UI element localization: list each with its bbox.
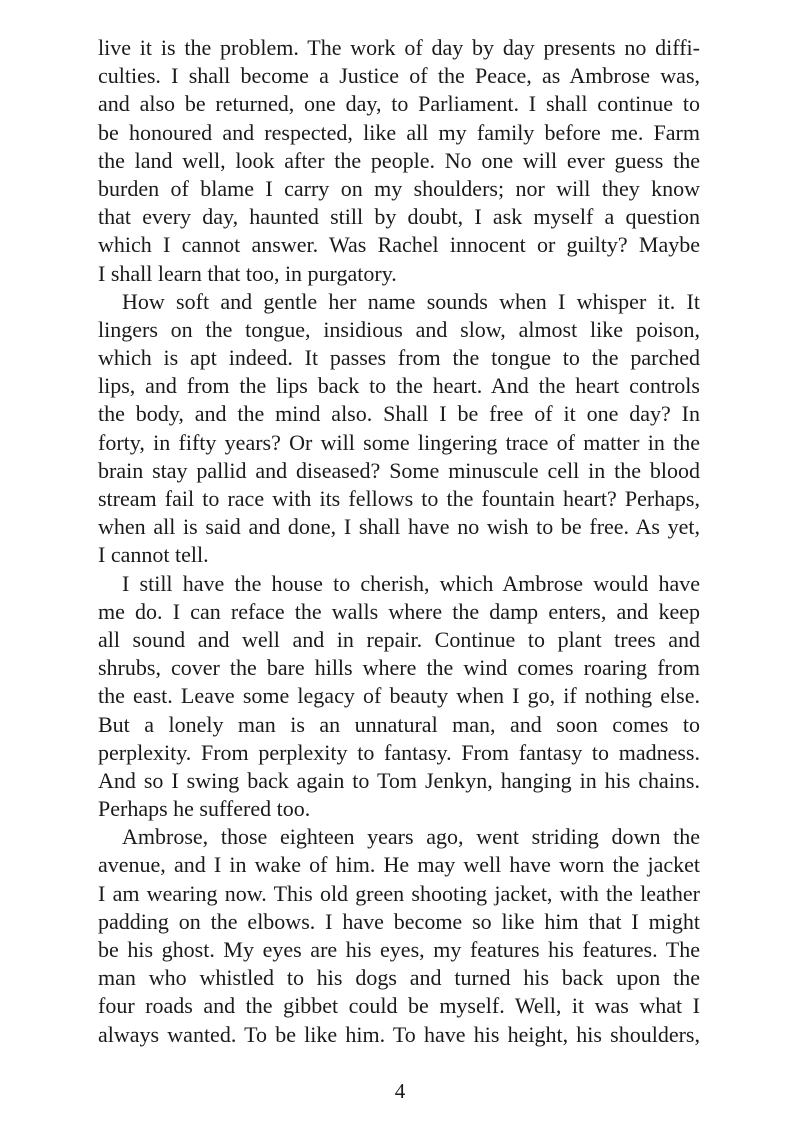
text-line: But a lonely man is an unnatural man, and soon comes to: [98, 711, 700, 737]
text-line: when all is said and done, I shall have no wish to be free. As yet,: [98, 514, 700, 540]
text-line: be his ghost. My eyes are his eyes, my features his features. The: [98, 937, 700, 962]
text-line: Ambrose, those eighteen years ago, went striding down the: [122, 824, 700, 850]
text-line: lips, and from the lips back to the heart. And the heart controls: [98, 373, 700, 399]
text-line: lingers on the tongue, insidious and slow, almost like poison,: [98, 316, 700, 342]
text-line: padding on the elbows. I have become so like him that I might: [98, 908, 700, 934]
text-line: the land well, look after the people. No one will ever guess the: [98, 147, 700, 173]
text-line: shrubs, cover the bare hills where the wind comes roaring from: [98, 655, 700, 681]
text-line: perplexity. From perplexity to fantasy. From fantasy to madness.: [98, 739, 700, 765]
text-line: Perhaps he suffered too.: [98, 796, 311, 822]
text-line: the body, and the mind also. Shall I be free of it one day? In: [98, 401, 700, 427]
text-line: live it is the problem. The work of day by day presents no diffi-: [98, 35, 700, 60]
text-line: I shall learn that too, in purgatory.: [98, 260, 397, 286]
text-line: the east. Leave some legacy of beauty when I go, if nothing else.: [98, 683, 700, 709]
paragraph: [98, 34, 700, 288]
text-line: avenue, and I in wake of him. He may well have worn the jacket: [98, 852, 700, 878]
paragraph: [98, 570, 700, 824]
text-line: burden of blame I carry on my shoulders; nor will they know: [98, 175, 700, 201]
text-line: be honoured and respected, like all my family before me. Farm: [98, 119, 700, 145]
text-line: always wanted. To be like him. To have his height, his shoulders,: [98, 1021, 700, 1047]
text-line: I am wearing now. This old green shooting jacket, with the leather: [98, 880, 700, 906]
text-line: culties. I shall become a Justice of the Peace, as Ambrose was,: [98, 63, 700, 89]
text-line: And so I swing back again to Tom Jenkyn, hanging in his chains.: [98, 767, 700, 793]
paragraph: [98, 823, 700, 1049]
paragraph: [98, 288, 700, 570]
page-body: [98, 34, 700, 1049]
text-line: which is apt indeed. It passes from the tongue to the parched: [98, 345, 700, 371]
text-line: I still have the house to cherish, which Ambrose would have: [122, 570, 700, 596]
text-line: I cannot tell.: [98, 542, 209, 568]
text-line: brain stay pallid and diseased? Some minuscule cell in the blood: [98, 457, 700, 483]
text-line: man who whistled to his dogs and turned his back upon the: [98, 965, 700, 991]
text-line: that every day, haunted still by doubt, I ask myself a question: [98, 204, 700, 230]
page-number: 4: [394, 1079, 406, 1103]
text-line: all sound and well and in repair. Continue to plant trees and: [98, 626, 700, 652]
text-line: stream fail to race with its fellows to the fountain heart? Perhaps,: [98, 486, 700, 511]
text-line: and also be returned, one day, to Parliament. I shall continue to: [98, 91, 700, 117]
text-line: forty, in fifty years? Or will some lingering trace of matter in the: [98, 429, 700, 455]
text-line: How soft and gentle her name sounds when I whisper it. It: [122, 288, 700, 314]
text-line: me do. I can reface the walls where the damp enters, and keep: [98, 598, 700, 624]
text-line: which I cannot answer. Was Rachel innocent or guilty? Maybe: [98, 232, 700, 258]
text-line: four roads and the gibbet could be myself. Well, it was what I: [98, 993, 700, 1019]
